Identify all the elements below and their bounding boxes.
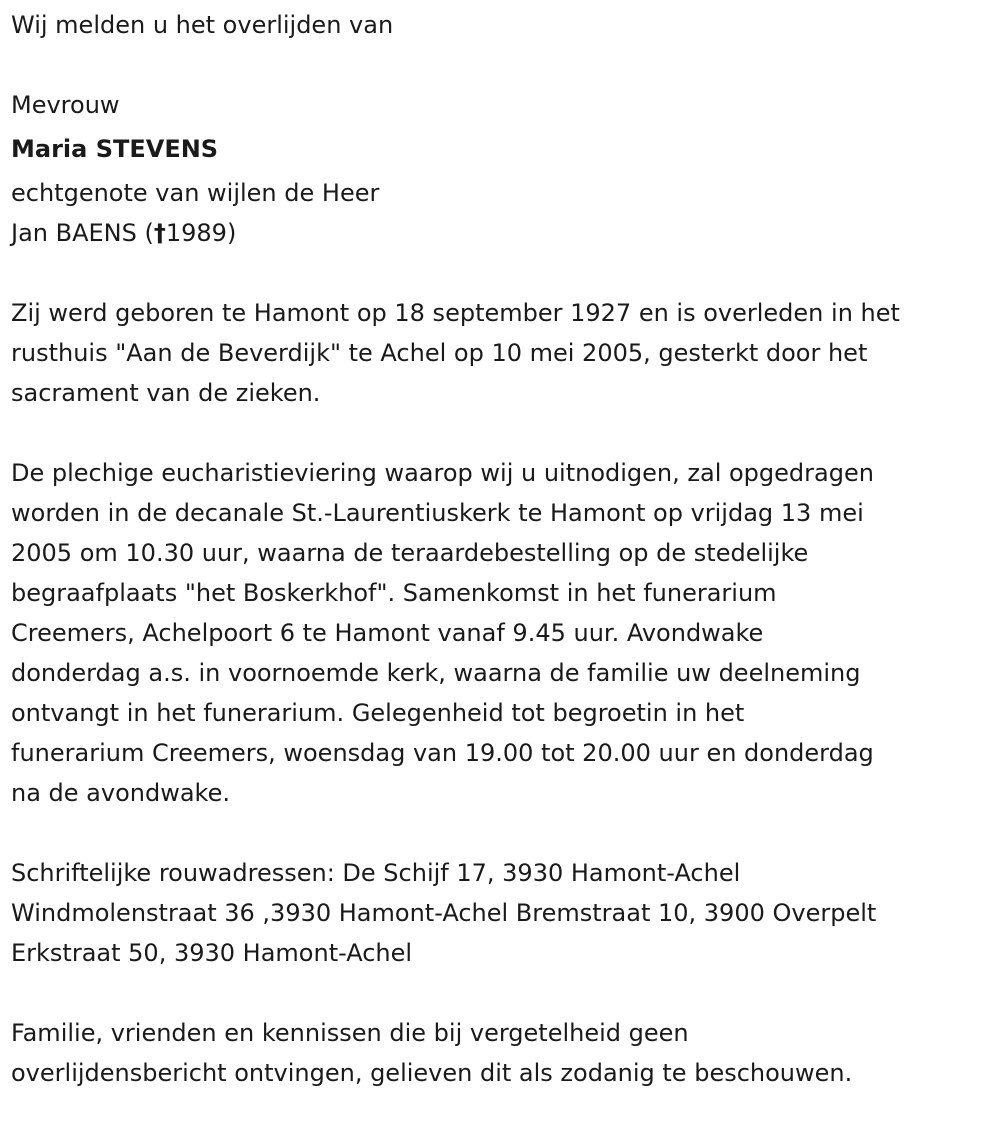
birth-death-paragraph bbox=[11, 293, 990, 413]
paragraph-line: donderdag a.s. in voornoemde kerk, waarna de familie uw deelneming bbox=[11, 659, 861, 687]
closing-paragraph bbox=[11, 1013, 990, 1093]
spouse-line bbox=[11, 213, 990, 253]
death-cross-symbol: † bbox=[153, 219, 166, 247]
paragraph-line: na de avondwake. bbox=[11, 779, 230, 807]
paragraph-line: funerarium Creemers, woensdag van 19.00 tot 20.00 uur en donderdag bbox=[11, 739, 874, 767]
relation-line: echtgenote van wijlen de Heer bbox=[11, 179, 380, 207]
spacer bbox=[11, 45, 990, 85]
spacer bbox=[11, 973, 990, 1013]
paragraph-line: rusthuis "Aan de Beverdijk" te Achel op 10 mei 2005, gesterkt door het bbox=[11, 339, 868, 367]
paragraph-line: worden in de decanale St.-Laurentiuskerk te Hamont op vrijdag 13 mei bbox=[11, 499, 864, 527]
paragraph-line: overlijdensbericht ontvingen, gelieven dit als zodanig te beschouwen. bbox=[11, 1059, 853, 1087]
paragraph-line: begraafplaats "het Boskerkhof". Samenkomst in het funerarium bbox=[11, 579, 777, 607]
deceased-name: Maria STEVENS bbox=[11, 135, 219, 163]
spacer bbox=[11, 813, 990, 853]
spacer bbox=[11, 413, 990, 453]
addresses-paragraph bbox=[11, 853, 990, 973]
spouse-name: Jan BAENS ( bbox=[11, 219, 154, 247]
paragraph-line: Erkstraat 50, 3930 Hamont-Achel bbox=[11, 939, 413, 967]
paragraph-line: De plechige eucharistieviering waarop wij u uitnodigen, zal opgedragen bbox=[11, 459, 874, 487]
paragraph-line: 2005 om 10.30 uur, waarna de teraardebestelling op de stedelijke bbox=[11, 539, 809, 567]
honorific: Mevrouw bbox=[11, 91, 120, 119]
paragraph-line: Creemers, Achelpoort 6 te Hamont vanaf 9.45 uur. Avondwake bbox=[11, 619, 764, 647]
paragraph-line: ontvangt in het funerarium. Gelegenheid tot begroetin in het bbox=[11, 699, 745, 727]
intro-line: Wij melden u het overlijden van bbox=[11, 11, 394, 39]
paragraph-line: Schriftelijke rouwadressen: De Schijf 17, 3930 Hamont-Achel bbox=[11, 859, 741, 887]
paragraph-line: Windmolenstraat 36 ,3930 Hamont-Achel Bremstraat 10, 3900 Overpelt bbox=[11, 899, 877, 927]
spouse-death-year: 1989) bbox=[165, 219, 237, 247]
paragraph-line: Zij werd geboren te Hamont op 18 september 1927 en is overleden in het bbox=[11, 299, 900, 327]
spacer bbox=[11, 253, 990, 293]
paragraph-line: sacrament van de zieken. bbox=[11, 379, 321, 407]
ceremony-paragraph bbox=[11, 453, 990, 813]
paragraph-line: Familie, vrienden en kennissen die bij vergetelheid geen bbox=[11, 1019, 689, 1047]
